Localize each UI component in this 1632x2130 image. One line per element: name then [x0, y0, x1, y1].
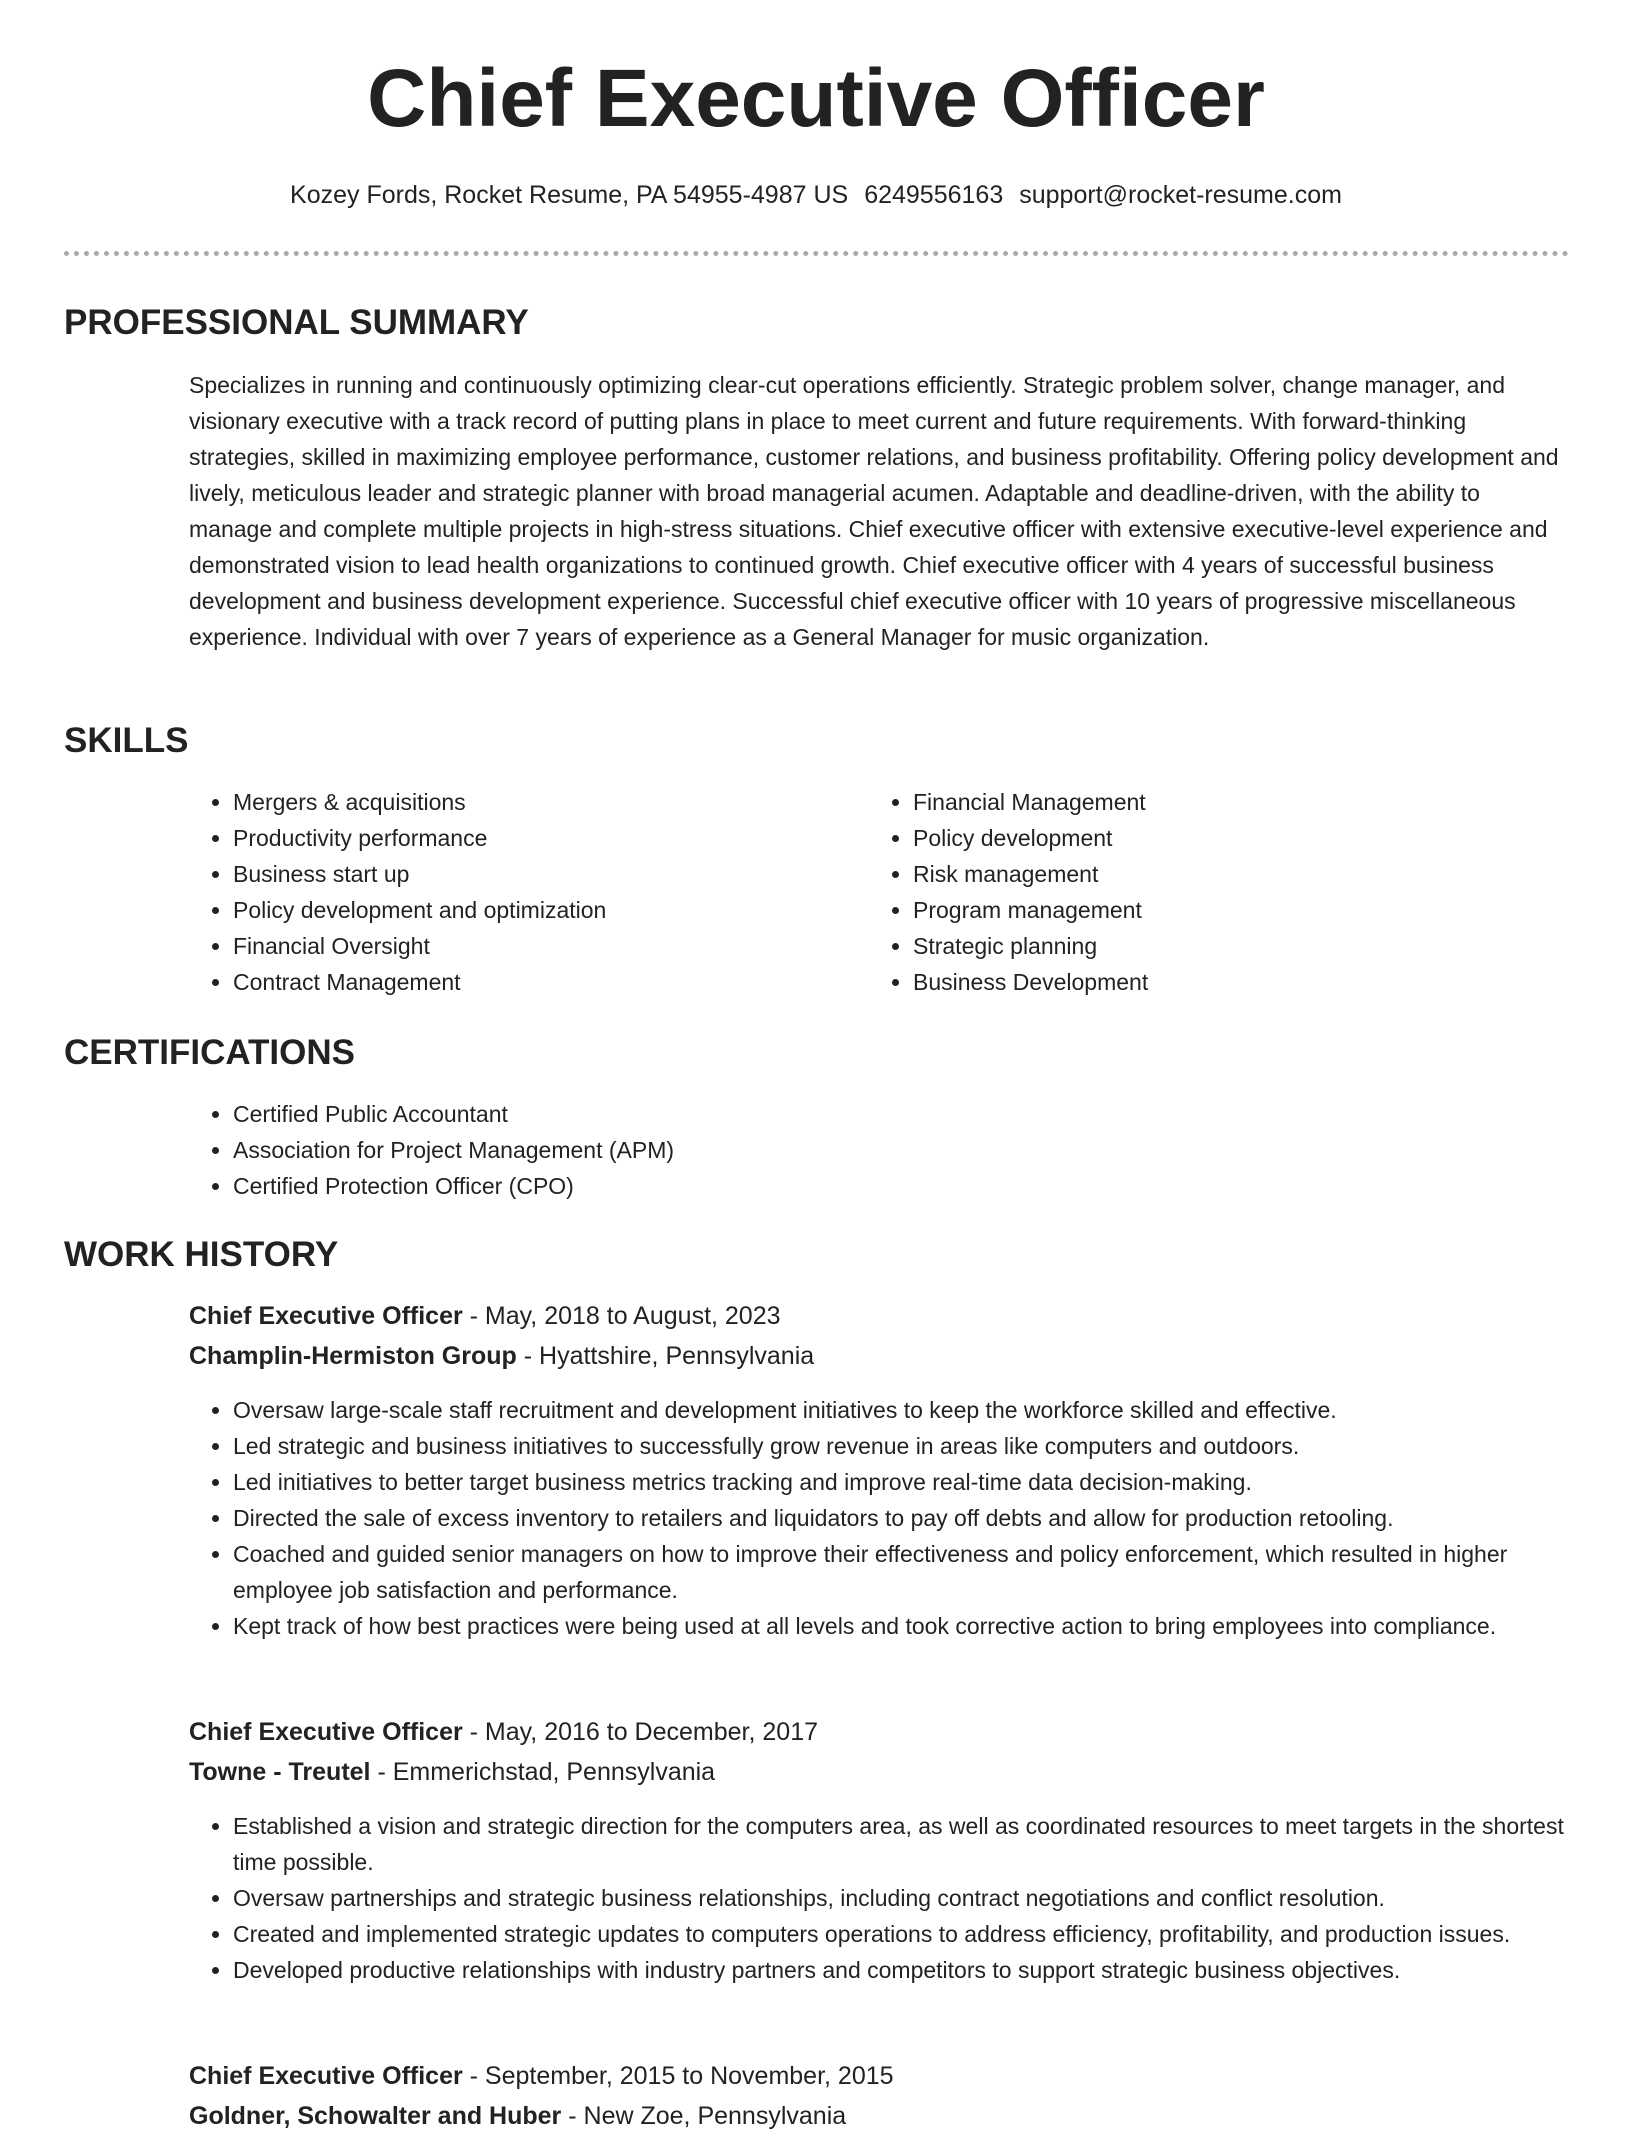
contact-address: Kozey Fords, Rocket Resume, PA 54955-4987 US: [290, 181, 849, 209]
list-item: • Productivity performance: [233, 820, 853, 856]
header-divider: [64, 251, 1569, 256]
certifications-heading: CERTIFICATIONS: [64, 1033, 356, 1072]
job-company-line: [189, 1760, 715, 1785]
job-dates: - May, 2016 to December, 2017: [462, 1718, 819, 1746]
contact-email: support@rocket-resume.com: [1019, 181, 1342, 209]
list-item: • Certified Protection Officer (CPO): [233, 1168, 1533, 1204]
job-location: - Emmerichstad, Pennsylvania: [370, 1758, 716, 1786]
list-item: • Contract Management: [233, 964, 853, 1000]
job-title-line: [189, 1304, 781, 1329]
job-company: Towne - Treutel: [189, 1758, 371, 1786]
list-item: • Led initiatives to better target business metrics tracking and improve real-time data decision-making.: [233, 1464, 1613, 1500]
list-item: • Oversaw large-scale staff recruitment and development initiatives to keep the workforce skilled and effective.: [233, 1392, 1613, 1428]
job-dates: - May, 2018 to August, 2023: [462, 1302, 781, 1330]
job-company-line: [189, 2104, 846, 2129]
summary-heading: PROFESSIONAL SUMMARY: [64, 303, 529, 342]
contact-phone: 6249556163: [864, 181, 1004, 209]
list-item: • Financial Oversight: [233, 928, 853, 964]
list-item: • Association for Project Management (APM): [233, 1132, 1533, 1168]
skills-heading: SKILLS: [64, 721, 189, 760]
job-title-line: [189, 1720, 818, 1745]
resume-title: Chief Executive Officer: [367, 53, 1265, 144]
list-item: • Policy development and optimization: [233, 892, 853, 928]
job-location: - Hyattshire, Pennsylvania: [516, 1342, 815, 1370]
list-item: • Strategic planning: [913, 928, 1533, 964]
list-item: • Established a vision and strategic direction for the computers area, as well as coordinated resources to meet targets in the shortest time possible.: [233, 1808, 1613, 1880]
list-item: • Policy development: [913, 820, 1533, 856]
job-company: Goldner, Schowalter and Huber: [189, 2102, 562, 2130]
list-item: • Kept track of how best practices were being used at all levels and took corrective action to bring employees into compliance.: [233, 1608, 1613, 1644]
skills-list-right: [869, 784, 1533, 1000]
list-item: • Developed productive relationships with industry partners and competitors to support strategic business objectives.: [233, 1952, 1613, 1988]
job-company: Champlin-Hermiston Group: [189, 1342, 517, 1370]
job-bullets: [189, 1392, 1613, 1644]
list-item: • Coached and guided senior managers on how to improve their effectiveness and policy enforcement, which resulted in higher employee job satisfaction and performance.: [233, 1536, 1613, 1608]
job-title-line: [189, 2064, 894, 2089]
list-item: • Program management: [913, 892, 1533, 928]
summary-text: Specializes in running and continuously optimizing clear-cut operations efficiently. Strategic problem solver, change manager, and visionary executive with a track record of putting plans in place to meet current and future requirements. With forward-thinking strategies, skilled in maximizing employee performance, customer relations, and business profitability. Offering policy development and lively, meticulous leader and strategic planner with broad managerial acumen. Adaptable and deadline-driven, with the ability to manage and complete multiple projects in high-stress situations. Chief executive officer with extensive executive-level experience and demonstrated vision to lead health organizations to continued growth. Chief executive officer with 4 years of successful business development and business development experience. Successful chief executive officer with 10 years of progressive miscellaneous experience. Individual with over 7 years of experience as a General Manager for music organization.: [189, 372, 1559, 650]
list-item: • Directed the sale of excess inventory to retailers and liquidators to pay off debts and allow for production retooling.: [233, 1500, 1613, 1536]
job-dates: - September, 2015 to November, 2015: [462, 2062, 894, 2090]
list-item: • Certified Public Accountant: [233, 1096, 1533, 1132]
list-item: • Oversaw partnerships and strategic business relationships, including contract negotiations and conflict resolution.: [233, 1880, 1613, 1916]
job-bullets: [189, 1808, 1613, 1988]
list-item: • Mergers & acquisitions: [233, 784, 853, 820]
job-title: Chief Executive Officer: [189, 2062, 463, 2090]
job-company-line: [189, 1344, 814, 1369]
list-item: • Business start up: [233, 856, 853, 892]
certifications-list: [189, 1096, 1533, 1204]
list-item: • Risk management: [913, 856, 1533, 892]
job-title: Chief Executive Officer: [189, 1302, 463, 1330]
skills-list-left: [189, 784, 853, 1000]
list-item: • Created and implemented strategic updates to computers operations to address efficiency, profitability, and production issues.: [233, 1916, 1613, 1952]
list-item: • Led strategic and business initiatives to successfully grow revenue in areas like computers and outdoors.: [233, 1428, 1613, 1464]
work-history-heading: WORK HISTORY: [64, 1235, 339, 1274]
list-item: • Financial Management: [913, 784, 1533, 820]
job-title: Chief Executive Officer: [189, 1718, 463, 1746]
job-location: - New Zoe, Pennsylvania: [561, 2102, 847, 2130]
contact-line: [0, 183, 1632, 208]
list-item: • Business Development: [913, 964, 1533, 1000]
